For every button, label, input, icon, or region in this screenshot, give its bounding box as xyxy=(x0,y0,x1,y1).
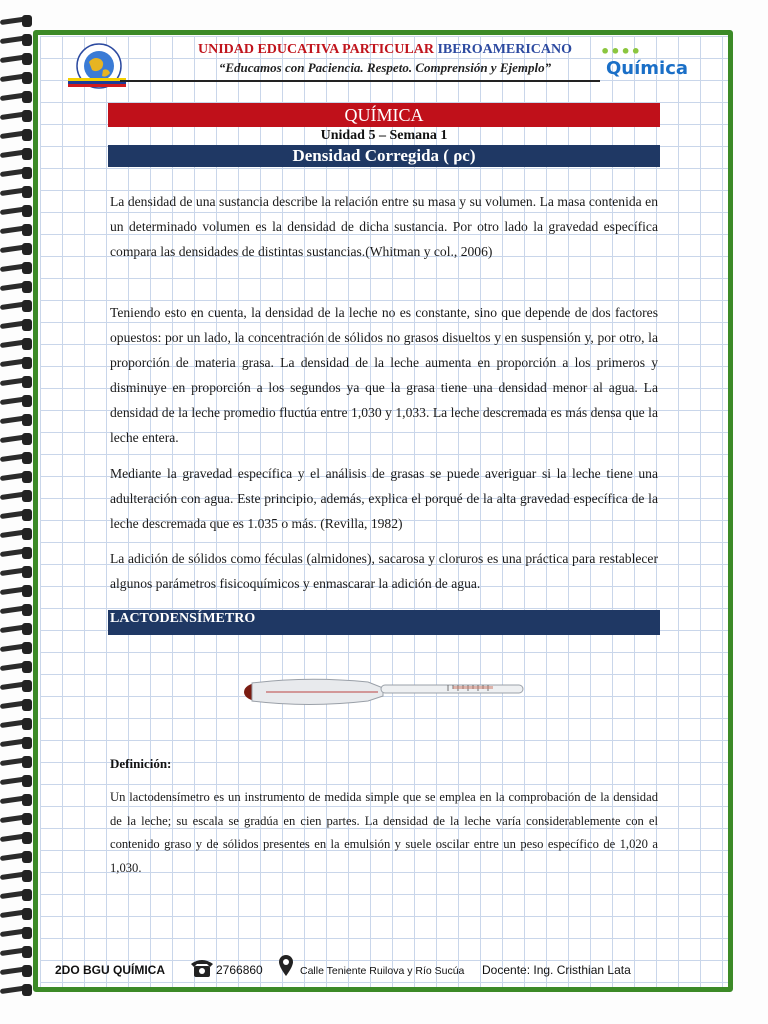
spiral-hole xyxy=(22,243,32,255)
spiral-hole xyxy=(22,680,32,692)
spiral-hole xyxy=(22,984,32,996)
spiral-hole xyxy=(22,72,32,84)
school-name-blue: IBEROAMERICANO xyxy=(437,42,573,57)
spiral-hole xyxy=(22,300,32,312)
spiral-hole xyxy=(22,53,32,65)
molecule-logo-icon: •••• xyxy=(600,42,641,61)
header-divider xyxy=(120,80,600,82)
lactodensimeter-icon xyxy=(238,670,530,710)
spiral-hole xyxy=(22,832,32,844)
spiral-hole xyxy=(22,395,32,407)
spiral-hole xyxy=(22,946,32,958)
spiral-hole xyxy=(22,338,32,350)
footer-teacher: Docente: Ing. Cristhian Lata xyxy=(482,963,631,977)
spiral-hole xyxy=(22,452,32,464)
spiral-hole xyxy=(22,205,32,217)
spiral-hole xyxy=(22,927,32,939)
spiral-hole xyxy=(22,167,32,179)
spiral-hole xyxy=(22,851,32,863)
spiral-hole xyxy=(22,319,32,331)
spiral-hole xyxy=(22,34,32,46)
footer-address: Calle Teniente Ruilova y Río Sucúa xyxy=(300,965,465,977)
spiral-hole xyxy=(22,908,32,920)
spiral-hole xyxy=(22,870,32,882)
spiral-hole xyxy=(22,433,32,445)
subject-title: QUÍMICA xyxy=(108,103,660,127)
spiral-hole xyxy=(22,718,32,730)
page-footer xyxy=(55,958,715,982)
spiral-hole xyxy=(22,566,32,578)
spiral-hole xyxy=(22,889,32,901)
definition-title: Definición: xyxy=(110,756,172,771)
spiral-hole xyxy=(22,813,32,825)
spiral-hole xyxy=(22,965,32,977)
spiral-hole xyxy=(22,262,32,274)
spiral-hole xyxy=(22,110,32,122)
flag-stripes xyxy=(68,78,126,88)
spiral-hole xyxy=(22,376,32,388)
spiral-hole xyxy=(22,585,32,597)
spiral-hole xyxy=(22,756,32,768)
topic-title: Densidad Corregida ( ρc) xyxy=(108,145,660,167)
footer-phone: 2766860 xyxy=(216,963,263,977)
footer-course: 2DO BGU QUÍMICA xyxy=(55,963,166,977)
spiral-hole xyxy=(22,186,32,198)
spiral-hole xyxy=(22,224,32,236)
spiral-hole xyxy=(22,642,32,654)
spiral-hole xyxy=(22,490,32,502)
spiral-hole xyxy=(22,528,32,540)
quimica-logo-text: Química xyxy=(606,58,689,79)
spiral-hole xyxy=(22,129,32,141)
spiral-hole xyxy=(22,604,32,616)
spiral-hole xyxy=(22,775,32,787)
spiral-hole xyxy=(22,623,32,635)
spiral-hole xyxy=(22,148,32,160)
spiral-hole xyxy=(22,91,32,103)
paragraph-4: La adición de sólidos como féculas (almidones), sacarosa y cloruros es una práctica para restablecer algunos parámetros fisicoquímicos y enmascarar la adición de agua. xyxy=(110,551,658,591)
spiral-hole xyxy=(22,794,32,806)
spiral-hole xyxy=(22,509,32,521)
spiral-hole xyxy=(22,699,32,711)
paragraph-1: La densidad de una sustancia describe la relación entre su masa y su volumen. La masa contenida en un determinado volumen es la densidad de dicha sustancia. Por otro lado la gravedad específica compara las densidades de distintas sustancias.(Whitman y col., 2006) xyxy=(110,194,658,259)
section-title-lactodensimetro: LACTODENSÍMETRO xyxy=(108,610,660,635)
school-name-red: UNIDAD EDUCATIVA PARTICULAR xyxy=(197,42,434,57)
spiral-hole xyxy=(22,414,32,426)
unit-label: Unidad 5 – Semana 1 xyxy=(320,128,448,143)
paragraph-3: Mediante la gravedad específica y el análisis de grasas se puede averiguar si la leche tiene una adulteración con agua. Este principio, además, explica el porqué de la alta gravedad específica de la leche descremada que es 1.035 o más. (Revilla, 1982) xyxy=(110,466,658,531)
spiral-hole xyxy=(22,737,32,749)
school-name xyxy=(130,42,640,58)
spiral-hole xyxy=(22,661,32,673)
paragraph-2: Teniendo esto en cuenta, la densidad de la leche no es constante, sino que depende de dos factores opuestos: por un lado, la concentración de sólidos no grasos disueltos y en suspensión y, por otro, la proporción de materia grasa. La densidad de la leche aumenta en proporción a los primeros y disminuye en proporción a los segundos ya que la grasa tiene una densidad menor al agua. La densidad de la leche promedio fluctúa entre 1,030 y 1,033. La leche descremada es más densa que la leche entera. xyxy=(110,305,658,445)
school-motto: “Educamos con Paciencia. Respeto. Comprensión y Ejemplo” xyxy=(218,60,552,75)
quimica-logo xyxy=(600,42,724,82)
spiral-hole xyxy=(22,15,32,27)
spiral-hole xyxy=(22,471,32,483)
definition-text: Un lactodensímetro es un instrumento de medida simple que se emplea en la comprobación de la densidad de la leche; su escala se gradúa en cien partes. La densidad de la leche varía considerablemente con el contenido graso y de sólidos presentes en la emulsión y suele oscilar entre un peso específico de 1,020 a 1,030. xyxy=(110,790,658,875)
spiral-hole xyxy=(22,547,32,559)
spiral-hole xyxy=(22,281,32,293)
telephone-icon xyxy=(188,955,216,979)
location-pin-icon xyxy=(277,954,295,978)
spiral-hole xyxy=(22,357,32,369)
